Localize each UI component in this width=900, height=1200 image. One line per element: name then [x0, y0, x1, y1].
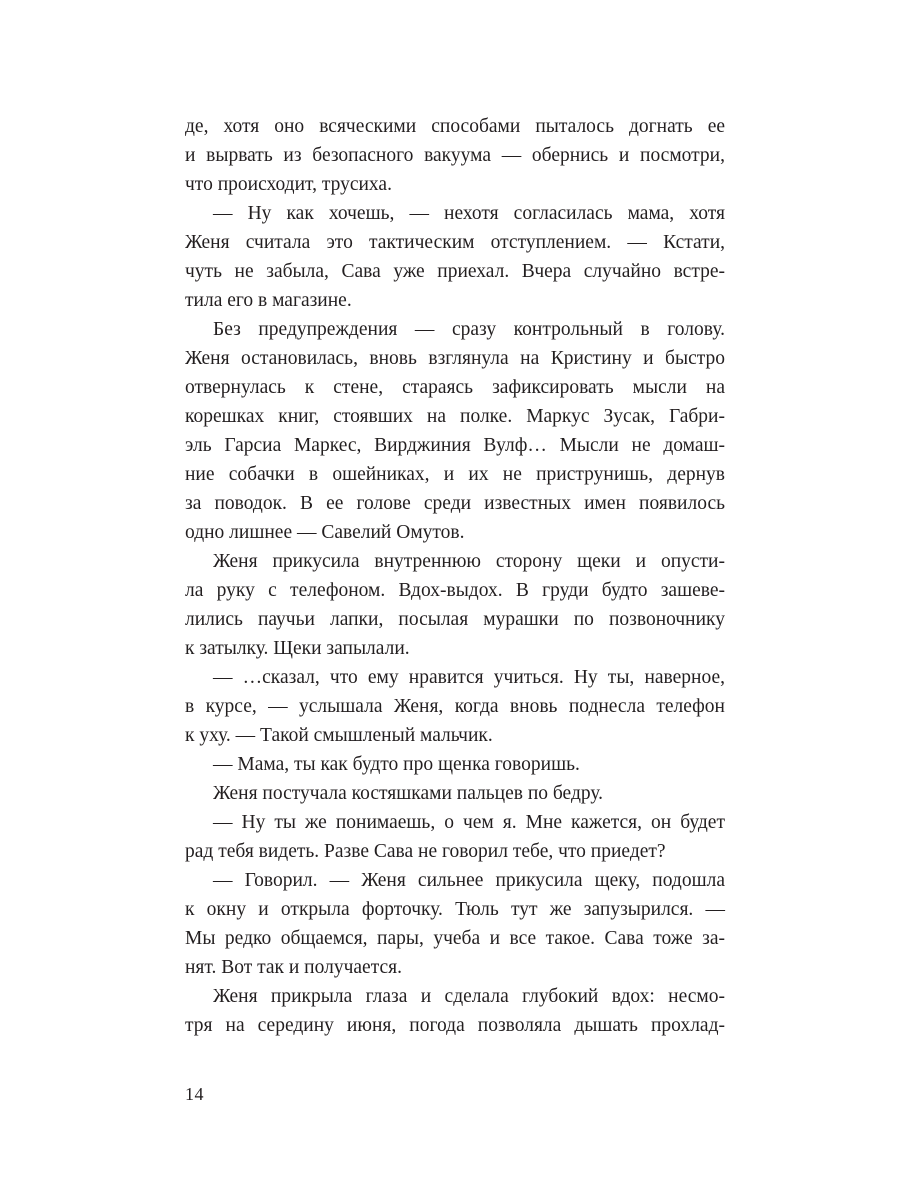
text-line: Без предупреждения — сразу контрольный в голову.	[213, 319, 725, 340]
page-number: 14	[185, 1084, 204, 1104]
text-line: — …сказал, что ему нравится учиться. Ну ты, наверное,	[213, 667, 725, 688]
text-line: рад тебя видеть. Разве Сава не говорил тебе, что приедет?	[185, 841, 666, 862]
text-line: к окну и открыла форточку. Тюль тут же запузырился. —	[185, 899, 725, 920]
text-line: в курсе, — услышала Женя, когда вновь поднесла телефон	[185, 696, 725, 717]
text-line: Женя прикусила внутреннюю сторону щеки и опусти-	[213, 551, 725, 572]
text-line: Мы редко общаемся, пары, учеба и все такое. Сава тоже за-	[185, 928, 725, 949]
text-line: нят. Вот так и получается.	[185, 957, 402, 978]
text-line: и вырвать из безопасного вакуума — обернись и посмотри,	[185, 145, 725, 166]
text-line: тила его в магазине.	[185, 290, 352, 311]
text-line: корешках книг, стоявших на полке. Маркус Зусак, Габри-	[185, 406, 725, 427]
text-line: — Мама, ты как будто про щенка говоришь.	[213, 754, 580, 775]
text-line: к затылку. Щеки запылали.	[185, 638, 410, 659]
text-line: к уху. — Такой смышленый мальчик.	[185, 725, 493, 746]
text-line: Женя остановилась, вновь взглянула на Кристину и быстро	[185, 348, 725, 369]
text-line: Женя считала это тактическим отступлением. — Кстати,	[185, 232, 725, 253]
text-line: — Ну как хочешь, — нехотя согласилась мама, хотя	[213, 203, 725, 224]
text-line: за поводок. В ее голове среди известных имен появилось	[185, 493, 725, 514]
text-line: чуть не забыла, Сава уже приехал. Вчера случайно встре-	[185, 261, 725, 282]
text-line: ние собачки в ошейниках, и их не приструнишь, дернув	[185, 464, 725, 485]
body-text	[185, 112, 725, 1040]
text-line: — Говорил. — Женя сильнее прикусила щеку, подошла	[213, 870, 725, 891]
text-line: ла руку с телефоном. Вдох-выдох. В груди будто зашеве-	[185, 580, 725, 601]
text-line: отвернулась к стене, стараясь зафиксировать мысли на	[185, 377, 725, 398]
text-line: одно лишнее — Савелий Омутов.	[185, 522, 465, 543]
text-line: что происходит, трусиха.	[185, 174, 392, 195]
text-line: — Ну ты же понимаешь, о чем я. Мне кажется, он будет	[213, 812, 725, 833]
text-line: Женя прикрыла глаза и сделала глубокий вдох: несмо-	[213, 986, 725, 1007]
text-line: лились паучьи лапки, посылая мурашки по позвоночнику	[185, 609, 725, 630]
text-line: тря на середину июня, погода позволяла дышать прохлад-	[185, 1015, 725, 1036]
text-line: де, хотя оно всяческими способами пыталось догнать ее	[185, 116, 725, 137]
text-line: эль Гарсиа Маркес, Вирджиния Вулф… Мысли не домаш-	[185, 435, 725, 456]
text-line: Женя постучала костяшками пальцев по бедру.	[213, 783, 604, 804]
